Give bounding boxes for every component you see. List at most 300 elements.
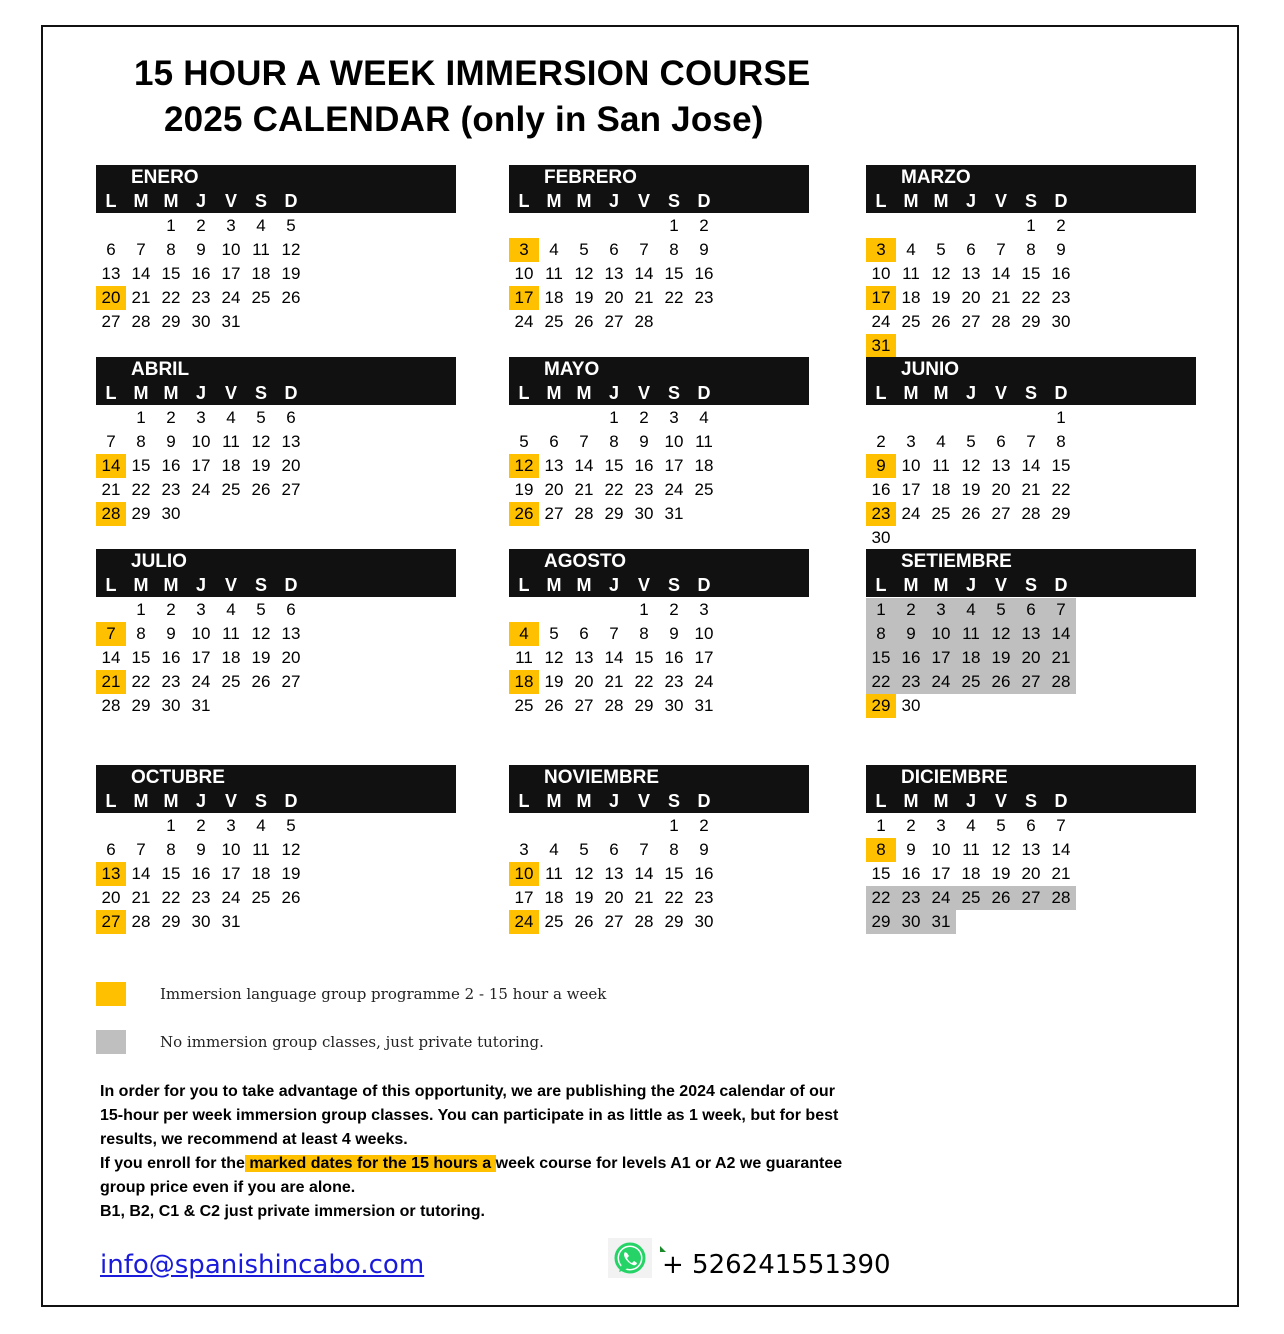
day-cell: 30 bbox=[896, 910, 926, 934]
day-cell: 22 bbox=[1051, 480, 1071, 499]
weekday-label: D bbox=[1054, 191, 1068, 211]
day-cell: 22 bbox=[866, 670, 896, 694]
day-cell: 30 bbox=[871, 528, 891, 547]
weekday-label: V bbox=[637, 383, 650, 403]
day-cell: 2 bbox=[166, 600, 176, 619]
day-cell: 19 bbox=[574, 288, 594, 307]
weekday-label: D bbox=[284, 791, 298, 811]
day-cell: 26 bbox=[281, 288, 301, 307]
day-cell: 20 bbox=[961, 288, 981, 307]
day-cell: 5 bbox=[519, 432, 529, 451]
weekday-label: M bbox=[903, 791, 919, 811]
day-cell: 17 bbox=[221, 264, 241, 283]
day-cell: 16 bbox=[161, 456, 181, 475]
whatsapp-icon[interactable] bbox=[608, 1238, 652, 1278]
weekday-label: S bbox=[1024, 575, 1037, 595]
day-cell: 26 bbox=[251, 672, 271, 691]
weekday-label: M bbox=[933, 575, 949, 595]
day-cell: 27 bbox=[604, 312, 624, 331]
weekday-label: D bbox=[697, 383, 711, 403]
day-cell: 27 bbox=[1016, 886, 1046, 910]
day-cell: 31 bbox=[694, 696, 714, 715]
day-cell: 31 bbox=[221, 912, 241, 931]
weekday-label: L bbox=[518, 191, 530, 211]
day-cell: 6 bbox=[286, 600, 296, 619]
day-cell: 29 bbox=[866, 694, 896, 718]
weekday-label: D bbox=[1054, 383, 1068, 403]
day-cell: 8 bbox=[639, 624, 649, 643]
day-cell: 15 bbox=[664, 864, 684, 883]
day-cell: 16 bbox=[896, 646, 926, 670]
day-cell: 19 bbox=[986, 646, 1016, 670]
day-cell: 17 bbox=[509, 286, 539, 310]
day-cell: 28 bbox=[1046, 886, 1076, 910]
day-cell: 21 bbox=[101, 480, 121, 499]
weekday-label: M bbox=[133, 191, 149, 211]
day-cell: 26 bbox=[251, 480, 271, 499]
day-cell: 7 bbox=[136, 240, 146, 259]
day-cell: 29 bbox=[866, 910, 896, 934]
day-cell: 20 bbox=[991, 480, 1011, 499]
day-cell: 14 bbox=[604, 648, 624, 667]
day-cell: 6 bbox=[286, 408, 296, 427]
day-cell: 15 bbox=[664, 264, 684, 283]
day-cell: 12 bbox=[281, 840, 301, 859]
day-cell: 21 bbox=[634, 288, 654, 307]
day-cell: 13 bbox=[604, 264, 624, 283]
day-cell: 21 bbox=[604, 672, 624, 691]
day-cell: 20 bbox=[1016, 646, 1046, 670]
day-cell: 31 bbox=[664, 504, 684, 523]
day-cell: 5 bbox=[256, 600, 266, 619]
weekday-label: S bbox=[1024, 791, 1037, 811]
day-cell: 8 bbox=[136, 432, 146, 451]
day-cell: 27 bbox=[281, 480, 301, 499]
day-cell: 31 bbox=[221, 312, 241, 331]
day-cell: 30 bbox=[901, 696, 921, 715]
day-cell: 20 bbox=[604, 888, 624, 907]
day-cell: 28 bbox=[1021, 504, 1041, 523]
day-cell: 23 bbox=[191, 888, 211, 907]
info-line-4-pre: If you enroll for the bbox=[100, 1155, 245, 1172]
month-name: ABRIL bbox=[131, 359, 190, 380]
weekday-label: M bbox=[933, 191, 949, 211]
day-cell: 6 bbox=[966, 240, 976, 259]
month-header bbox=[866, 165, 1196, 213]
month-name: JULIO bbox=[131, 551, 187, 572]
month-name: SETIEMBRE bbox=[901, 551, 1012, 572]
day-cell: 15 bbox=[1021, 264, 1041, 283]
day-cell: 11 bbox=[545, 264, 563, 283]
day-cell: 29 bbox=[634, 696, 654, 715]
weekday-label: S bbox=[667, 383, 680, 403]
weekday-label: D bbox=[284, 191, 298, 211]
weekday-label: V bbox=[637, 575, 650, 595]
day-cell: 29 bbox=[131, 696, 151, 715]
day-cell: 28 bbox=[101, 696, 121, 715]
day-cell: 13 bbox=[544, 456, 564, 475]
day-cell: 8 bbox=[166, 840, 176, 859]
day-cell: 15 bbox=[131, 456, 151, 475]
day-cell: 4 bbox=[549, 240, 559, 259]
day-cell: 24 bbox=[221, 888, 241, 907]
info-line-3: results, we recommend at least 4 weeks. bbox=[100, 1131, 408, 1148]
day-cell: 28 bbox=[574, 504, 594, 523]
day-cell: 16 bbox=[634, 456, 654, 475]
day-cell: 23 bbox=[694, 888, 714, 907]
day-cell: 2 bbox=[896, 598, 926, 622]
weekday-label: S bbox=[1024, 191, 1037, 211]
day-cell: 29 bbox=[664, 912, 684, 931]
day-cell: 2 bbox=[639, 408, 649, 427]
day-cell: 3 bbox=[519, 840, 529, 859]
weekday-label: M bbox=[133, 791, 149, 811]
day-cell: 10 bbox=[191, 432, 211, 451]
day-cell: 28 bbox=[131, 912, 151, 931]
day-cell: 21 bbox=[131, 288, 151, 307]
day-cell: 13 bbox=[101, 264, 121, 283]
day-cell: 19 bbox=[281, 264, 301, 283]
day-cell: 1 bbox=[669, 816, 679, 835]
day-cell: 7 bbox=[96, 622, 126, 646]
day-cell: 3 bbox=[196, 408, 206, 427]
day-cell: 31 bbox=[866, 334, 896, 358]
day-cell: 19 bbox=[251, 648, 271, 667]
day-cell: 18 bbox=[509, 670, 539, 694]
day-cell: 26 bbox=[509, 502, 539, 526]
weekday-label: V bbox=[224, 383, 237, 403]
day-cell: 22 bbox=[161, 288, 181, 307]
weekday-label: D bbox=[697, 191, 711, 211]
day-cell: 12 bbox=[251, 432, 271, 451]
month-name: MARZO bbox=[901, 167, 971, 188]
day-cell: 6 bbox=[1026, 816, 1036, 835]
day-cell: 24 bbox=[509, 910, 539, 934]
day-cell: 2 bbox=[196, 816, 206, 835]
day-cell: 4 bbox=[966, 816, 976, 835]
day-cell: 26 bbox=[574, 912, 594, 931]
day-cell: 1 bbox=[1026, 216, 1036, 235]
day-cell: 27 bbox=[604, 912, 624, 931]
day-cell: 17 bbox=[221, 864, 241, 883]
day-cell: 6 bbox=[106, 240, 116, 259]
day-cell: 3 bbox=[669, 408, 679, 427]
month-header bbox=[96, 165, 456, 213]
day-cell: 21 bbox=[1046, 646, 1076, 670]
day-cell: 17 bbox=[191, 648, 211, 667]
day-cell: 1 bbox=[166, 216, 176, 235]
day-cell: 17 bbox=[931, 864, 951, 883]
weekday-label: J bbox=[608, 383, 619, 403]
day-cell: 2 bbox=[196, 216, 206, 235]
info-line-6: B1, B2, C1 & C2 just private immersion or tutoring. bbox=[100, 1203, 485, 1220]
day-cell: 17 bbox=[901, 480, 921, 499]
day-cell: 12 bbox=[574, 264, 594, 283]
info-line-4-post: week course for levels A1 or A2 we guarantee bbox=[495, 1155, 843, 1172]
day-cell: 1 bbox=[136, 408, 146, 427]
weekday-label: L bbox=[875, 575, 887, 595]
day-cell: 8 bbox=[669, 840, 679, 859]
weekday-label: J bbox=[965, 791, 976, 811]
weekday-label: D bbox=[284, 383, 298, 403]
day-cell: 26 bbox=[544, 696, 564, 715]
day-cell: 26 bbox=[986, 886, 1016, 910]
day-cell: 13 bbox=[281, 432, 301, 451]
day-cell: 23 bbox=[664, 672, 684, 691]
day-cell: 12 bbox=[991, 840, 1011, 859]
weekday-label: M bbox=[546, 791, 562, 811]
day-cell: 25 bbox=[221, 480, 241, 499]
day-cell: 14 bbox=[101, 648, 121, 667]
day-cell: 30 bbox=[634, 504, 654, 523]
weekday-label: L bbox=[518, 383, 530, 403]
weekday-label: M bbox=[163, 791, 179, 811]
weekday-label: M bbox=[576, 575, 592, 595]
day-cell: 23 bbox=[896, 670, 926, 694]
day-cell: 1 bbox=[609, 408, 619, 427]
day-cell: 25 bbox=[544, 312, 564, 331]
day-cell: 11 bbox=[222, 624, 240, 643]
day-cell: 8 bbox=[669, 240, 679, 259]
legend-swatch-program bbox=[96, 982, 126, 1006]
day-cell: 28 bbox=[604, 696, 624, 715]
day-cell: 1 bbox=[1056, 408, 1066, 427]
day-cell: 14 bbox=[96, 454, 126, 478]
weekday-label: M bbox=[546, 191, 562, 211]
day-cell: 20 bbox=[574, 672, 594, 691]
day-cell: 30 bbox=[694, 912, 714, 931]
month-name: JUNIO bbox=[901, 359, 960, 380]
weekday-label: M bbox=[903, 575, 919, 595]
day-cell: 22 bbox=[634, 672, 654, 691]
day-cell: 27 bbox=[281, 672, 301, 691]
day-cell: 12 bbox=[986, 622, 1016, 646]
day-cell: 10 bbox=[901, 456, 921, 475]
day-cell: 1 bbox=[876, 816, 886, 835]
day-cell: 15 bbox=[634, 648, 654, 667]
day-cell: 23 bbox=[191, 288, 211, 307]
day-cell: 7 bbox=[136, 840, 146, 859]
day-cell: 23 bbox=[866, 502, 896, 526]
day-cell: 14 bbox=[1046, 622, 1076, 646]
day-cell: 29 bbox=[131, 504, 151, 523]
day-cell: 27 bbox=[574, 696, 594, 715]
day-cell: 13 bbox=[1016, 622, 1046, 646]
day-cell: 5 bbox=[936, 240, 946, 259]
weekday-label: L bbox=[518, 791, 530, 811]
day-cell: 25 bbox=[694, 480, 714, 499]
day-cell: 28 bbox=[634, 312, 654, 331]
day-cell: 10 bbox=[509, 862, 539, 886]
weekday-label: J bbox=[608, 575, 619, 595]
day-cell: 30 bbox=[664, 696, 684, 715]
day-cell: 12 bbox=[251, 624, 271, 643]
weekday-label: V bbox=[224, 191, 237, 211]
day-cell: 21 bbox=[96, 670, 126, 694]
day-cell: 2 bbox=[166, 408, 176, 427]
month-header bbox=[866, 549, 1196, 597]
day-cell: 9 bbox=[1056, 240, 1066, 259]
day-cell: 22 bbox=[604, 480, 624, 499]
day-cell: 2 bbox=[906, 816, 916, 835]
info-highlight: marked dates for the 15 hours a bbox=[244, 1155, 496, 1172]
day-cell: 18 bbox=[251, 264, 271, 283]
weekday-label: J bbox=[965, 383, 976, 403]
day-cell: 25 bbox=[514, 696, 534, 715]
day-cell: 9 bbox=[896, 622, 926, 646]
day-cell: 4 bbox=[906, 240, 916, 259]
day-cell: 19 bbox=[991, 864, 1011, 883]
day-cell: 24 bbox=[901, 504, 921, 523]
weekday-label: M bbox=[163, 383, 179, 403]
day-cell: 26 bbox=[986, 670, 1016, 694]
day-cell: 2 bbox=[876, 432, 886, 451]
day-cell: 5 bbox=[549, 624, 559, 643]
day-cell: 3 bbox=[926, 598, 956, 622]
day-cell: 10 bbox=[191, 624, 211, 643]
day-cell: 12 bbox=[931, 264, 951, 283]
day-cell: 11 bbox=[515, 648, 533, 667]
day-cell: 27 bbox=[96, 910, 126, 934]
day-cell: 15 bbox=[866, 646, 896, 670]
weekday-label: J bbox=[965, 191, 976, 211]
day-cell: 21 bbox=[634, 888, 654, 907]
day-cell: 10 bbox=[514, 264, 534, 283]
day-cell: 28 bbox=[96, 502, 126, 526]
day-cell: 19 bbox=[544, 672, 564, 691]
day-cell: 14 bbox=[131, 864, 151, 883]
day-cell: 4 bbox=[226, 408, 236, 427]
day-cell: 16 bbox=[191, 864, 211, 883]
weekday-label: V bbox=[224, 791, 237, 811]
day-cell: 11 bbox=[252, 240, 270, 259]
day-cell: 8 bbox=[609, 432, 619, 451]
month-header bbox=[509, 765, 809, 813]
day-cell: 11 bbox=[956, 622, 986, 646]
day-cell: 16 bbox=[161, 648, 181, 667]
day-cell: 3 bbox=[509, 238, 539, 262]
weekday-label: J bbox=[608, 791, 619, 811]
weekday-label: M bbox=[163, 575, 179, 595]
month-name: FEBRERO bbox=[544, 167, 637, 188]
day-cell: 24 bbox=[221, 288, 241, 307]
day-cell: 22 bbox=[131, 672, 151, 691]
month-header bbox=[866, 357, 1196, 405]
day-cell: 17 bbox=[191, 456, 211, 475]
day-cell: 26 bbox=[281, 888, 301, 907]
day-cell: 26 bbox=[574, 312, 594, 331]
day-cell: 6 bbox=[106, 840, 116, 859]
weekday-label: L bbox=[518, 575, 530, 595]
day-cell: 18 bbox=[544, 888, 564, 907]
day-cell: 22 bbox=[1021, 288, 1041, 307]
day-cell: 12 bbox=[509, 454, 539, 478]
day-cell: 17 bbox=[866, 286, 896, 310]
email-link[interactable]: info@spanishincabo.com bbox=[100, 1250, 425, 1280]
month-header bbox=[96, 765, 456, 813]
day-cell: 9 bbox=[639, 432, 649, 451]
day-cell: 3 bbox=[196, 600, 206, 619]
day-cell: 4 bbox=[549, 840, 559, 859]
day-cell: 14 bbox=[634, 264, 654, 283]
day-cell: 9 bbox=[866, 454, 896, 478]
info-line-2: 15-hour per week immersion group classes. You can participate in as little as 1 week, but for best bbox=[100, 1107, 839, 1124]
day-cell: 14 bbox=[634, 864, 654, 883]
day-cell: 14 bbox=[574, 456, 594, 475]
day-cell: 2 bbox=[669, 600, 679, 619]
day-cell: 1 bbox=[136, 600, 146, 619]
day-cell: 31 bbox=[926, 910, 956, 934]
day-cell: 6 bbox=[996, 432, 1006, 451]
day-cell: 6 bbox=[609, 840, 619, 859]
day-cell: 5 bbox=[986, 598, 1016, 622]
day-cell: 3 bbox=[906, 432, 916, 451]
day-cell: 14 bbox=[991, 264, 1011, 283]
day-cell: 22 bbox=[161, 888, 181, 907]
day-cell: 10 bbox=[926, 622, 956, 646]
day-cell: 18 bbox=[544, 288, 564, 307]
legend-label-no-group: No immersion group classes, just private tutoring. bbox=[160, 1033, 544, 1051]
day-cell: 5 bbox=[579, 840, 589, 859]
day-cell: 1 bbox=[166, 816, 176, 835]
day-cell: 21 bbox=[1021, 480, 1041, 499]
day-cell: 19 bbox=[251, 456, 271, 475]
day-cell: 10 bbox=[931, 840, 951, 859]
day-cell: 25 bbox=[901, 312, 921, 331]
day-cell: 23 bbox=[161, 480, 181, 499]
weekday-label: L bbox=[875, 191, 887, 211]
day-cell: 16 bbox=[664, 648, 684, 667]
weekday-label: V bbox=[994, 191, 1007, 211]
phone-number: + 526241551390 bbox=[662, 1250, 891, 1280]
month-header bbox=[96, 549, 456, 597]
weekday-label: S bbox=[1024, 383, 1037, 403]
day-cell: 9 bbox=[699, 840, 709, 859]
day-cell: 18 bbox=[694, 456, 714, 475]
day-cell: 25 bbox=[956, 886, 986, 910]
legend-swatch-no-group bbox=[96, 1030, 126, 1054]
day-cell: 28 bbox=[1046, 670, 1076, 694]
weekday-label: J bbox=[195, 791, 206, 811]
weekday-label: J bbox=[195, 575, 206, 595]
day-cell: 19 bbox=[514, 480, 534, 499]
weekday-label: M bbox=[133, 575, 149, 595]
day-cell: 15 bbox=[871, 864, 891, 883]
day-cell: 12 bbox=[574, 864, 594, 883]
day-cell: 19 bbox=[931, 288, 951, 307]
info-paragraph bbox=[100, 1080, 900, 1224]
weekday-label: V bbox=[224, 575, 237, 595]
day-cell: 11 bbox=[962, 840, 980, 859]
day-cell: 12 bbox=[281, 240, 301, 259]
weekday-label: M bbox=[903, 383, 919, 403]
day-cell: 7 bbox=[1046, 598, 1076, 622]
day-cell: 6 bbox=[609, 240, 619, 259]
day-cell: 11 bbox=[902, 264, 920, 283]
day-cell: 2 bbox=[699, 216, 709, 235]
day-cell: 9 bbox=[166, 624, 176, 643]
day-cell: 5 bbox=[966, 432, 976, 451]
day-cell: 7 bbox=[1056, 816, 1066, 835]
day-cell: 14 bbox=[131, 264, 151, 283]
weekday-label: S bbox=[254, 575, 267, 595]
day-cell: 28 bbox=[131, 312, 151, 331]
day-cell: 23 bbox=[634, 480, 654, 499]
day-cell: 24 bbox=[694, 672, 714, 691]
day-cell: 22 bbox=[664, 888, 684, 907]
day-cell: 24 bbox=[926, 886, 956, 910]
day-cell: 19 bbox=[281, 864, 301, 883]
